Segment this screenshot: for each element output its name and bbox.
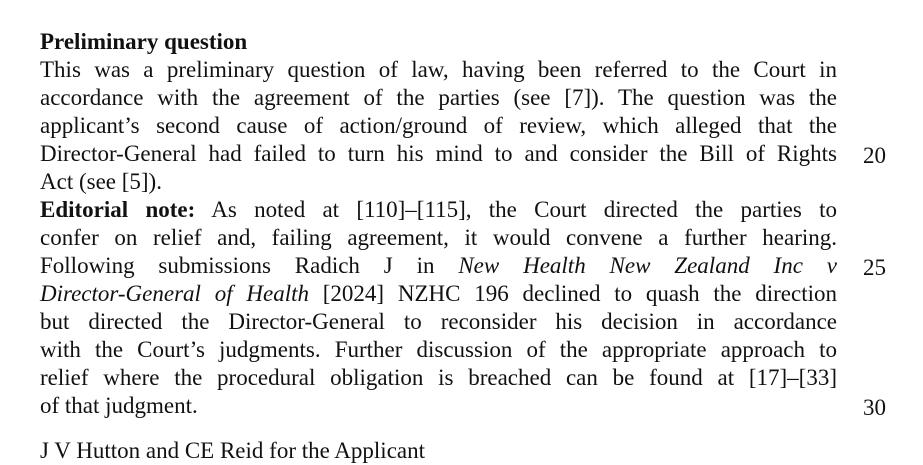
text-fragment: Following submissions Radich J in	[40, 253, 459, 278]
case-name: Director-General of Health	[40, 281, 309, 306]
text-line: applicant’s second cause of action/ground of review, which alleged that the	[40, 113, 837, 138]
text-line	[40, 280, 837, 308]
text-line: Act (see [5]).	[40, 169, 162, 194]
text-line: relief where the procedural obligation is breached can be found at [17]–[33]	[40, 365, 837, 390]
line-number: 30	[863, 395, 886, 420]
text-fragment: [2024] NZHC 196 declined to quash the direction	[308, 281, 837, 306]
line-number: 20	[863, 143, 886, 168]
text-line: with the Court’s judgments. Further discussion of the appropriate approach to	[40, 337, 837, 362]
section-heading: Preliminary question	[40, 29, 248, 54]
line-number: 25	[863, 255, 886, 280]
document-body	[40, 28, 840, 420]
editorial-note-label: Editorial note:	[40, 197, 196, 222]
paragraph-editorial-note	[40, 196, 840, 420]
text-fragment: As noted at [110]–[115], the Court directed the parties to	[195, 197, 837, 222]
text-line: confer on relief and, failing agreement, it would convene a further hearing.	[40, 225, 837, 250]
text-line	[40, 196, 837, 224]
text-line: of that judgment.	[40, 393, 198, 418]
text-line: This was a preliminary question of law, having been referred to the Court in	[40, 57, 837, 82]
case-name: New Health New Zealand Inc v	[458, 253, 837, 278]
cutoff-text-line: J V Hutton and CE Reid for the Applicant	[40, 438, 426, 463]
text-line: accordance with the agreement of the parties (see [7]). The question was the	[40, 85, 837, 110]
text-line: but directed the Director-General to reconsider his decision in accordance	[40, 309, 837, 334]
text-line: Director-General had failed to turn his mind to and consider the Bill of Rights	[40, 141, 837, 166]
paragraph-preliminary	[40, 56, 840, 196]
text-line	[40, 252, 837, 280]
